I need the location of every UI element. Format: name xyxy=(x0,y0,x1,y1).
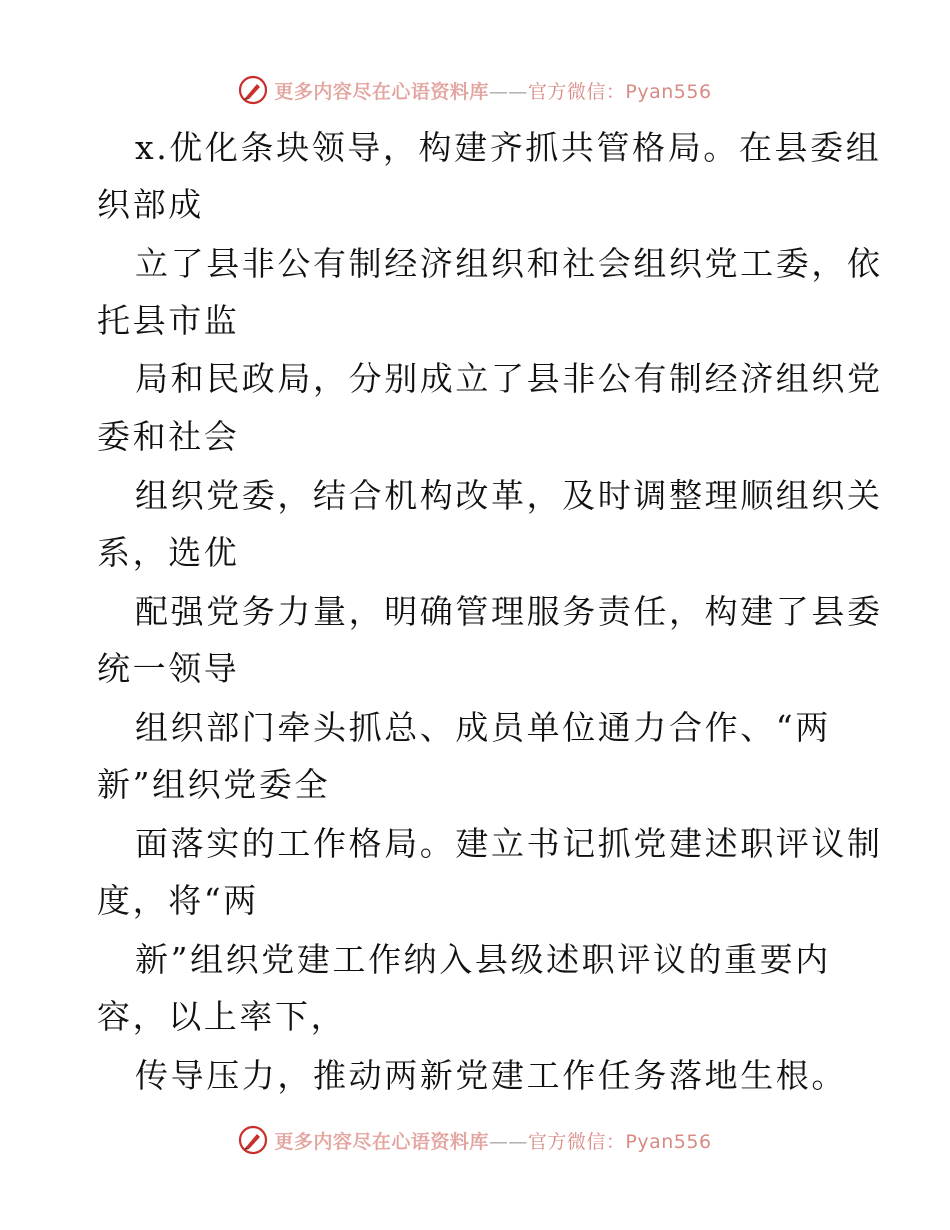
text-line-12: 新”组织党委全 xyxy=(97,765,331,804)
text-line-5: 局和民政局，分别成立了县非公有制经济组织党 xyxy=(135,359,883,398)
watermark-wechat: 官方微信：Pyan556 xyxy=(527,1130,712,1153)
watermark-title: 更多内容尽在心语资料库 xyxy=(274,80,489,103)
pen-logo-icon xyxy=(238,75,268,105)
text-line-17: 传导压力，推动两新党建工作任务落地生根。 xyxy=(135,1056,847,1095)
text-line-7: 组织党委，结合机构改革，及时调整理顺组织关 xyxy=(135,476,883,515)
pen-logo-icon xyxy=(238,1125,268,1155)
watermark-title: 更多内容尽在心语资料库 xyxy=(274,1130,489,1153)
text-line-6: 委和社会 xyxy=(97,417,240,456)
text-line-4: 托县市监 xyxy=(97,301,240,340)
text-line-8: 系，选优 xyxy=(97,533,240,572)
watermark-separator: —— xyxy=(488,1130,528,1153)
text-line-1: x.优化条块领导，构建齐抓共管格局。在县委组 xyxy=(135,128,882,167)
text-line-11: 组织部门牵头抓总、成员单位通力合作、“两 xyxy=(135,708,831,747)
watermark-separator: —— xyxy=(488,80,528,103)
header-watermark xyxy=(0,70,950,110)
text-line-14: 度，将“两 xyxy=(97,881,259,920)
text-line-10: 统一领导 xyxy=(97,649,240,688)
text-line-9: 配强党务力量，明确管理服务责任，构建了县委 xyxy=(135,592,883,631)
text-line-2: 织部成 xyxy=(97,185,204,224)
text-line-3: 立了县非公有制经济组织和社会组织党工委，依 xyxy=(135,244,883,283)
text-line-15: 新”组织党建工作纳入县级述职评议的重要内 xyxy=(135,940,831,979)
watermark-wechat: 官方微信：Pyan556 xyxy=(527,80,712,103)
footer-watermark xyxy=(0,1120,950,1160)
text-line-13: 面落实的工作格局。建立书记抓党建述职评议制 xyxy=(135,824,883,863)
text-line-16: 容，以上率下， xyxy=(97,997,347,1036)
